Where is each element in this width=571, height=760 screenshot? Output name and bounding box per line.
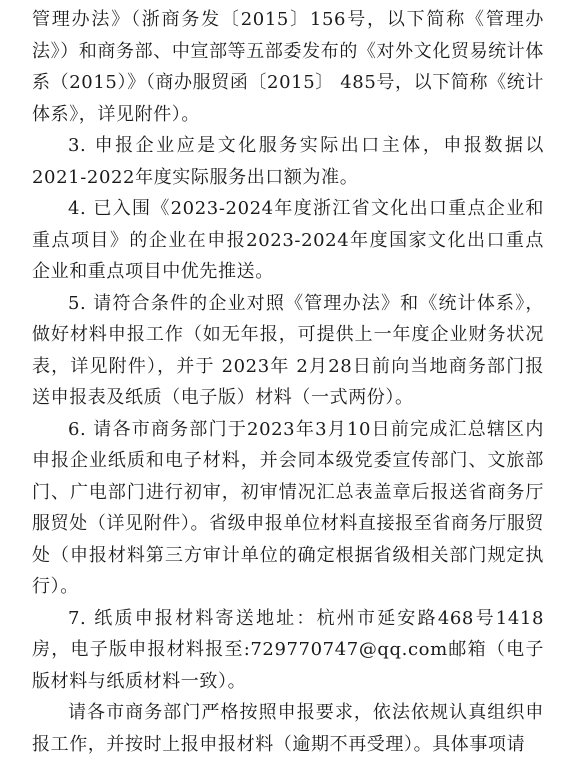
paragraph-item-4: 4. 已入围《2023-2024年度浙江省文化出口重点企业和重点项目》的企业在申报2023-2024年度国家文化出口重点企业和重点项目中优先推送。 [32, 198, 544, 282]
paragraph-management-rules: 管理办法》（浙商务发〔2015〕156号，以下简称《管理办法》）和商务部、中宣部等五部委发布的《对外文化贸易统计体系（2015）》（商办服贸函〔2015〕 485号，以下简称《统计体系》，详见附件）。 [32, 9, 544, 125]
paragraph-item-6: 6. 请各市商务部门于2023年3月10日前完成汇总辖区内申报企业纸质和电子材料，并会同本级党委宣传部门、文旅部门、广电部门进行初审，初审情况汇总表盖章后报送省商务厅服贸处（详见附件）。省级申报单位材料直接报至省商务厅服贸处（申报材料第三方审计单位的确定根据省级相关部门规定执行）。 [32, 418, 544, 597]
document-page [32, 4, 544, 760]
paragraph-item-7: 7. 纸质申报材料寄送地址：杭州市延安路468号1418房，电子版申报材料报至:729770747@qq.com邮箱（电子版材料与纸质材料一致）。 [32, 607, 544, 692]
paragraph-item-5: 5. 请符合条件的企业对照《管理办法》和《统计体系》，做好材料申报工作（如无年报，可提供上一年度企业财务状况表，详见附件），并于 2023年 2月28日前向当地商务部门报送申报表及纸质（电子版）材料（一式两份）。 [32, 292, 544, 408]
paragraph-closing: 请各市商务部门严格按照申报要求，依法依规认真组织申报工作，并按时上报申报材料（逾期不再受理）。具体事项请 [32, 702, 544, 755]
paragraph-item-3: 3. 申报企业应是文化服务实际出口主体，申报数据以2021-2022年度实际服务出口额为准。 [32, 135, 544, 188]
